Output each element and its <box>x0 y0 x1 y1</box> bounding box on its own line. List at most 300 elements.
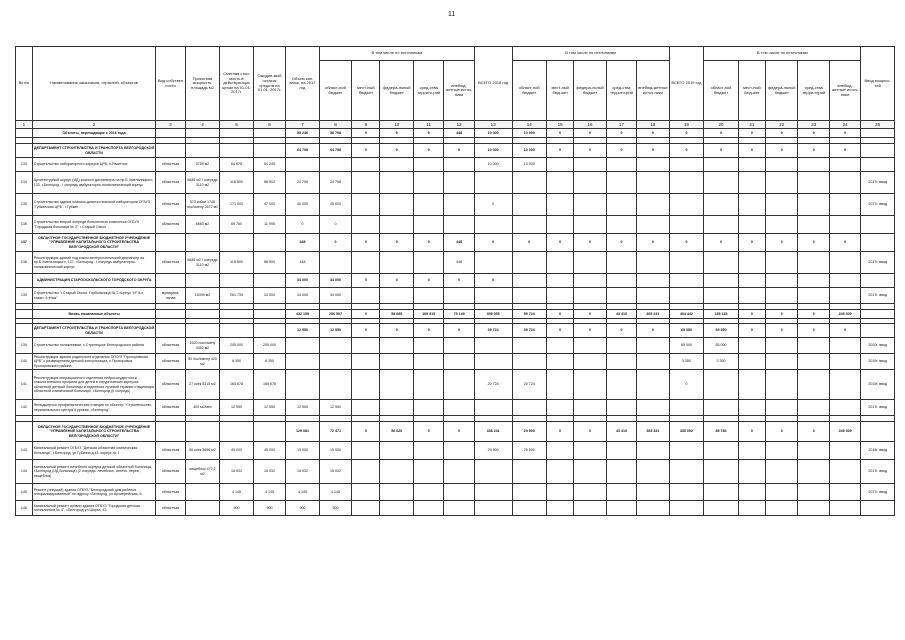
table-cell: 0 <box>512 234 547 252</box>
object-name-cell: Строительство поликлиники, с.Стрелецкое Белгородского района <box>32 338 156 354</box>
table-cell: 0 <box>637 324 670 338</box>
table-cell <box>738 158 765 172</box>
table-cell <box>414 370 444 400</box>
table-cell: 86 502 <box>253 172 285 194</box>
table-cell: 249 309 <box>829 422 860 442</box>
column-number: 9 <box>352 121 380 129</box>
table-cell: 0 <box>414 324 444 338</box>
table-cell: 8 350 <box>253 354 285 370</box>
table-cell <box>669 158 704 172</box>
table-cell: 0 <box>414 422 444 442</box>
table-cell: 4 145 <box>220 484 254 501</box>
table-cell: пищеблок 472,2 м2 <box>185 460 220 484</box>
table-cell <box>766 370 798 400</box>
table-cell: 29 500 <box>512 442 547 460</box>
table-cell: 0 <box>704 144 739 158</box>
table-cell <box>669 460 704 484</box>
table-cell <box>319 158 351 172</box>
table-cell <box>574 216 606 234</box>
table-cell: 24 798 <box>286 172 320 194</box>
table-cell: 365 231 <box>637 310 670 319</box>
table-cell <box>156 144 185 158</box>
table-cell: 3759 м2 <box>185 158 220 172</box>
table-cell <box>766 338 798 354</box>
table-cell: 64 798 <box>319 144 351 158</box>
object-name-cell: Вновь начинаемые объекты <box>32 310 156 319</box>
column-number: 24 <box>829 121 860 129</box>
table-cell: областная <box>156 442 185 460</box>
table-cell <box>380 194 414 216</box>
table-cell: 145 <box>16 484 33 501</box>
table-cell <box>637 370 670 400</box>
table-cell: 900 <box>319 501 351 516</box>
table-cell: 135 <box>16 194 33 216</box>
table-cell <box>798 484 829 501</box>
table-cell <box>414 400 444 416</box>
table-cell <box>444 216 474 234</box>
table-cell: 0 <box>352 310 380 319</box>
column-number: 25 <box>861 121 895 129</box>
table-cell <box>185 324 220 338</box>
table-cell <box>185 144 220 158</box>
table-cell: 0 <box>547 234 574 252</box>
table-cell: 155 133 <box>704 310 739 319</box>
table-cell: 0 <box>637 144 670 158</box>
table-cell <box>669 288 704 304</box>
table-cell <box>738 370 765 400</box>
table-cell <box>798 501 829 516</box>
table-cell <box>704 370 739 400</box>
header-src-2018-federal: федера-льный бюджет <box>574 61 606 121</box>
header-src-2017-extra: внебюд-жетные источ-ники <box>444 61 474 121</box>
table-cell <box>156 234 185 252</box>
table-cell <box>220 422 254 442</box>
table-cell <box>547 460 574 484</box>
table-cell <box>829 484 860 501</box>
table-cell: 12 550 <box>220 400 254 416</box>
table-cell <box>220 234 254 252</box>
table-cell: 6660 м2 <box>185 216 220 234</box>
table-cell: 34 000 <box>319 274 351 288</box>
table-cell: 65 000 <box>669 338 704 354</box>
table-cell: 3 350 <box>669 354 704 370</box>
table-cell: 12 550 <box>319 400 351 416</box>
table-cell: 142 <box>16 400 33 416</box>
table-cell: областная <box>156 400 185 416</box>
table-cell <box>637 354 670 370</box>
table-cell: 64 245 <box>253 158 285 172</box>
table-cell: 0 <box>444 324 474 338</box>
table-cell <box>474 484 512 501</box>
table-cell: 39 724 <box>512 324 547 338</box>
table-cell <box>253 144 285 158</box>
table-cell <box>574 194 606 216</box>
table-cell <box>766 172 798 194</box>
table-cell <box>319 338 351 354</box>
table-cell <box>637 501 670 516</box>
table-cell: 256 507 <box>319 310 351 319</box>
table-cell <box>380 252 414 274</box>
table-cell <box>574 442 606 460</box>
table-cell <box>637 216 670 234</box>
table-cell <box>444 288 474 304</box>
table-cell <box>798 172 829 194</box>
table-cell <box>380 354 414 370</box>
table-cell: 335 092 <box>669 422 704 442</box>
table-cell <box>253 310 285 319</box>
table-cell <box>669 172 704 194</box>
table-cell: 64 798 <box>286 144 320 158</box>
header-total-2019: ВСЕГО 2019 год <box>669 47 704 121</box>
table-cell <box>512 172 547 194</box>
table-cell: 134 <box>16 172 33 194</box>
table-cell: 432 195 <box>286 310 320 319</box>
table-cell: 0 <box>798 422 829 442</box>
table-cell: 39 724 <box>474 324 512 338</box>
table-cell <box>861 158 895 172</box>
table-cell <box>352 194 380 216</box>
table-cell <box>474 216 512 234</box>
table-cell <box>637 442 670 460</box>
table-cell: 0 <box>637 129 670 138</box>
table-cell <box>704 288 739 304</box>
table-cell <box>829 338 860 354</box>
table-cell: 400 м2/мес <box>185 400 220 416</box>
column-number: 19 <box>669 121 704 129</box>
table-cell: 0 <box>798 310 829 319</box>
table-cell <box>547 501 574 516</box>
table-cell: областная <box>156 501 185 516</box>
table-cell: 2017г. ввод <box>861 460 895 484</box>
table-cell <box>474 338 512 354</box>
table-cell <box>798 252 829 274</box>
table-cell <box>738 216 765 234</box>
column-number: 3 <box>156 121 185 129</box>
table-cell <box>547 194 574 216</box>
table-cell: 24 798 <box>319 172 351 194</box>
table-cell <box>156 129 185 138</box>
table-cell <box>861 501 895 516</box>
table-cell <box>606 288 636 304</box>
table-cell: 86 500 <box>253 252 285 274</box>
table-cell: 15 500 <box>319 442 351 460</box>
table-cell: 34 000 <box>253 288 285 304</box>
table-cell <box>766 400 798 416</box>
object-name-cell: Капитальный ремонт лечебного корпуса детской областной больницы, г.Белгород (ИД больница) (2 очередь: лечебных, аптечн. перев., пищеблок) <box>32 460 156 484</box>
table-cell: 109 315 <box>414 310 444 319</box>
table-cell: 2020г. ввод <box>861 338 895 354</box>
table-cell <box>606 274 636 288</box>
table-cell <box>414 354 444 370</box>
table-cell: 165 678 <box>220 370 254 400</box>
table-cell <box>16 310 33 319</box>
table-cell: 0 <box>766 422 798 442</box>
table-cell <box>704 216 739 234</box>
table-cell <box>414 460 444 484</box>
object-name-cell: Фельдшерско-профилактическая станция по объекту: "Строительство перинатального центра II уровня, г.Белгород" <box>32 400 156 416</box>
table-cell: 1520 пос/смену 4352 м2 <box>185 338 220 354</box>
column-number: 22 <box>766 121 798 129</box>
table-cell: 0 <box>738 310 765 319</box>
table-cell <box>547 274 574 288</box>
header-remaining: Ожидае-мый остаток средств на 01.01. 2017г. <box>253 47 285 121</box>
table-cell <box>414 194 444 216</box>
table-cell <box>829 501 860 516</box>
table-cell: 165 678 <box>253 370 285 400</box>
table-cell <box>829 172 860 194</box>
table-cell: 0 <box>380 274 414 288</box>
column-number: 2 <box>32 121 156 129</box>
table-row <box>16 216 895 234</box>
table-row <box>16 158 895 172</box>
table-cell <box>352 252 380 274</box>
table-cell: 0 <box>352 422 380 442</box>
table-cell <box>704 172 739 194</box>
table-cell <box>352 216 380 234</box>
table-cell: 141 <box>16 370 33 400</box>
table-cell <box>286 338 320 354</box>
table-cell <box>574 252 606 274</box>
table-cell: 47 000 <box>253 194 285 216</box>
table-cell <box>444 370 474 400</box>
header-src-2018-local: мест-ный бюд-жет <box>547 61 574 121</box>
header-src-2018-territory: сред-ства террито-рий <box>606 61 636 121</box>
table-cell <box>352 288 380 304</box>
table-cell: 8 350 <box>220 354 254 370</box>
table-cell: 0 <box>352 144 380 158</box>
table-cell <box>512 274 547 288</box>
table-cell: 144 <box>16 460 33 484</box>
table-cell <box>414 216 444 234</box>
column-number: 10 <box>380 121 414 129</box>
table-cell <box>547 288 574 304</box>
table-cell <box>444 442 474 460</box>
table-cell <box>352 484 380 501</box>
object-name-cell: ОБЛАСТНОЕ ГОСУДАРСТВЕННОЕ БЮДЖЕТНОЕ УЧРЕЖДЕНИЕ "УПРАВЛЕНИЕ КАПИТАЛЬНОГО СТРОИТЕЛЬСТВА БЕЛГОРОДСКОЙ ОБЛАСТИ" <box>32 234 156 252</box>
table-cell: 573 койки 1745 пос/смену 2672 м2 <box>185 194 220 216</box>
table-cell <box>185 274 220 288</box>
table-cell <box>606 484 636 501</box>
table-cell <box>574 158 606 172</box>
table-cell: областная <box>156 484 185 501</box>
header-commissioning: Ввод мощнос-тей <box>861 47 895 121</box>
table-cell <box>512 338 547 354</box>
table-cell: 2018г. ввод <box>861 442 895 460</box>
object-name-cell: ДЕПАРТАМЕНТ СТРОИТЕЛЬСТВА И ТРАНСПОРТА БЕЛГОРОДСКОЙ ОБЛАСТИ <box>32 144 156 158</box>
table-cell <box>414 442 444 460</box>
table-cell <box>253 274 285 288</box>
table-cell: 40 000 <box>286 194 320 216</box>
table-cell <box>380 400 414 416</box>
table-cell: 0 <box>380 234 414 252</box>
table-cell <box>606 370 636 400</box>
table-cell <box>738 460 765 484</box>
table-cell: 448 <box>286 252 320 274</box>
table-cell <box>861 310 895 319</box>
table-cell: 0 <box>547 310 574 319</box>
table-cell <box>798 370 829 400</box>
table-cell <box>606 354 636 370</box>
table-cell: 64 678 <box>220 158 254 172</box>
table-cell: 0 <box>766 234 798 252</box>
table-cell: 0 <box>766 310 798 319</box>
table-cell: 6845 м2 I очередь 3110 м2 <box>185 172 220 194</box>
table-cell <box>547 172 574 194</box>
column-number: 1 <box>16 121 33 129</box>
table-cell: 0 <box>414 144 444 158</box>
table-cell: 0 <box>766 129 798 138</box>
table-cell <box>766 501 798 516</box>
table-cell: 75 149 <box>444 310 474 319</box>
table-header <box>16 47 895 121</box>
table-cell: 0 <box>574 324 606 338</box>
table-cell: 133 <box>16 158 33 172</box>
table-cell <box>185 234 220 252</box>
section-row <box>16 144 895 158</box>
table-cell: областная <box>156 338 185 354</box>
table-cell: 15 932 <box>220 460 254 484</box>
column-number: 12 <box>444 121 474 129</box>
object-name-cell: Строительство "г.Старый Оскол. Горбольница № 2 Корпус "И" 3-х этажн. 6 этаж" <box>32 288 156 304</box>
section-row <box>16 324 895 338</box>
table-cell: 0 <box>574 144 606 158</box>
table-cell <box>512 216 547 234</box>
table-cell: 0 <box>669 144 704 158</box>
table-cell: 0 <box>637 234 670 252</box>
table-cell <box>738 288 765 304</box>
table-cell <box>738 400 765 416</box>
table-cell: 0 <box>352 324 380 338</box>
column-number: 20 <box>704 121 739 129</box>
table-cell: 11 995 <box>253 216 285 234</box>
table-cell: 0 <box>798 144 829 158</box>
table-cell: областная <box>156 216 185 234</box>
table-cell: 0 <box>474 194 512 216</box>
table-cell <box>380 338 414 354</box>
table-cell: 69 350 <box>704 324 739 338</box>
table-cell <box>574 400 606 416</box>
table-cell <box>829 460 860 484</box>
table-cell: 0 <box>798 129 829 138</box>
table-cell: 900 <box>253 501 285 516</box>
table-cell: 2017г. ввод <box>861 288 895 304</box>
table-cell: 0 <box>669 234 704 252</box>
investment-table <box>15 46 895 516</box>
table-cell <box>766 216 798 234</box>
table-cell <box>766 442 798 460</box>
table-cell <box>512 400 547 416</box>
header-name: Наименование заказчиков, отраслей, объектов <box>32 47 156 121</box>
table-cell: 0 <box>704 129 739 138</box>
table-cell <box>669 400 704 416</box>
table-cell <box>637 460 670 484</box>
table-cell: 448 <box>444 252 474 274</box>
table-cell <box>380 216 414 234</box>
table-row <box>16 442 895 460</box>
object-name-cell: Строительство лабораторного корпуса ЦРБ, п.Ракитное <box>32 158 156 172</box>
object-name-cell: Реконструкция операционного отделения нейрососудистого и онкологического профиля для детей в хирургических корпусах областной детской больницы и отделения лучевой терапии стационара областной клинической больницы, г.Белгород (II очередь) <box>32 370 156 400</box>
header-src-2017-federal: федера-льный бюджет <box>380 61 414 121</box>
table-cell: 27 коек 5315 м2 <box>185 370 220 400</box>
column-number: 14 <box>512 121 547 129</box>
table-cell: 0 <box>380 129 414 138</box>
table-cell <box>766 158 798 172</box>
table-row <box>16 354 895 370</box>
table-cell <box>798 400 829 416</box>
table-cell <box>512 288 547 304</box>
table-cell <box>704 194 739 216</box>
table-cell <box>414 252 444 274</box>
table-cell <box>861 274 895 288</box>
header-src-2017-territory: сред-ства террито-рий <box>414 61 444 121</box>
table-cell <box>474 501 512 516</box>
table-cell <box>474 400 512 416</box>
section-row <box>16 129 895 138</box>
table-cell <box>380 172 414 194</box>
table-cell <box>156 274 185 288</box>
table-cell: 0 <box>444 274 474 288</box>
object-name-cell: Строительство второй очереди больничного комплекса ОГБУЗ "Городская больница № 2", г.Старый Оскол <box>32 216 156 234</box>
table-cell: 10 000 <box>474 129 512 138</box>
table-cell <box>704 484 739 501</box>
table-cell <box>574 484 606 501</box>
table-cell <box>319 354 351 370</box>
object-name-cell: Капитальный ремонт ОГБУЗ "Детская областная клиническая больница", г.Белгород, ул.Губкина д.44, корпус № 1 <box>32 442 156 460</box>
table-cell: 58 798 <box>319 129 351 138</box>
table-cell <box>156 422 185 442</box>
table-cell: 2019г. ввод <box>861 354 895 370</box>
table-cell: 4 145 <box>253 484 285 501</box>
table-cell: 0 <box>286 216 320 234</box>
table-cell <box>637 288 670 304</box>
header-total-2018: ВСЕГО 2018 год <box>474 47 512 121</box>
table-cell <box>547 400 574 416</box>
table-cell: 2017г. ввод <box>861 484 895 501</box>
table-cell <box>16 129 33 138</box>
table-row <box>16 400 895 416</box>
table-cell: 0 <box>704 234 739 252</box>
table-cell: 29 500 <box>512 422 547 442</box>
table-cell <box>606 194 636 216</box>
table-cell <box>574 370 606 400</box>
table-cell <box>861 129 895 138</box>
table-cell <box>574 172 606 194</box>
table-cell: 0 <box>547 324 574 338</box>
header-volume-2017: Объем кап. влож. на 2017 год <box>286 47 320 121</box>
table-cell <box>547 370 574 400</box>
header-sources-2018: В том числе по источникам <box>512 47 669 61</box>
table-cell <box>185 422 220 442</box>
table-cell: 129 081 <box>286 422 320 442</box>
table-cell <box>574 354 606 370</box>
table-cell: 0 <box>738 129 765 138</box>
header-sources-2019: В том числе по источникам <box>704 47 861 61</box>
table-cell: 12 550 <box>286 400 320 416</box>
table-cell <box>738 501 765 516</box>
column-number: 18 <box>637 121 670 129</box>
table-cell: 116 500 <box>220 172 254 194</box>
table-cell <box>738 484 765 501</box>
table-cell <box>574 460 606 484</box>
table-cell <box>474 460 512 484</box>
column-number: 16 <box>574 121 606 129</box>
table-cell: 205 000 <box>220 338 254 354</box>
table-cell: 20 724 <box>512 370 547 400</box>
header-estimate: Сметная стои-мость в действую-щих ценах на 01.01. 2017г. <box>220 47 254 121</box>
table-cell <box>798 194 829 216</box>
table-cell <box>861 234 895 252</box>
table-cell <box>414 158 444 172</box>
